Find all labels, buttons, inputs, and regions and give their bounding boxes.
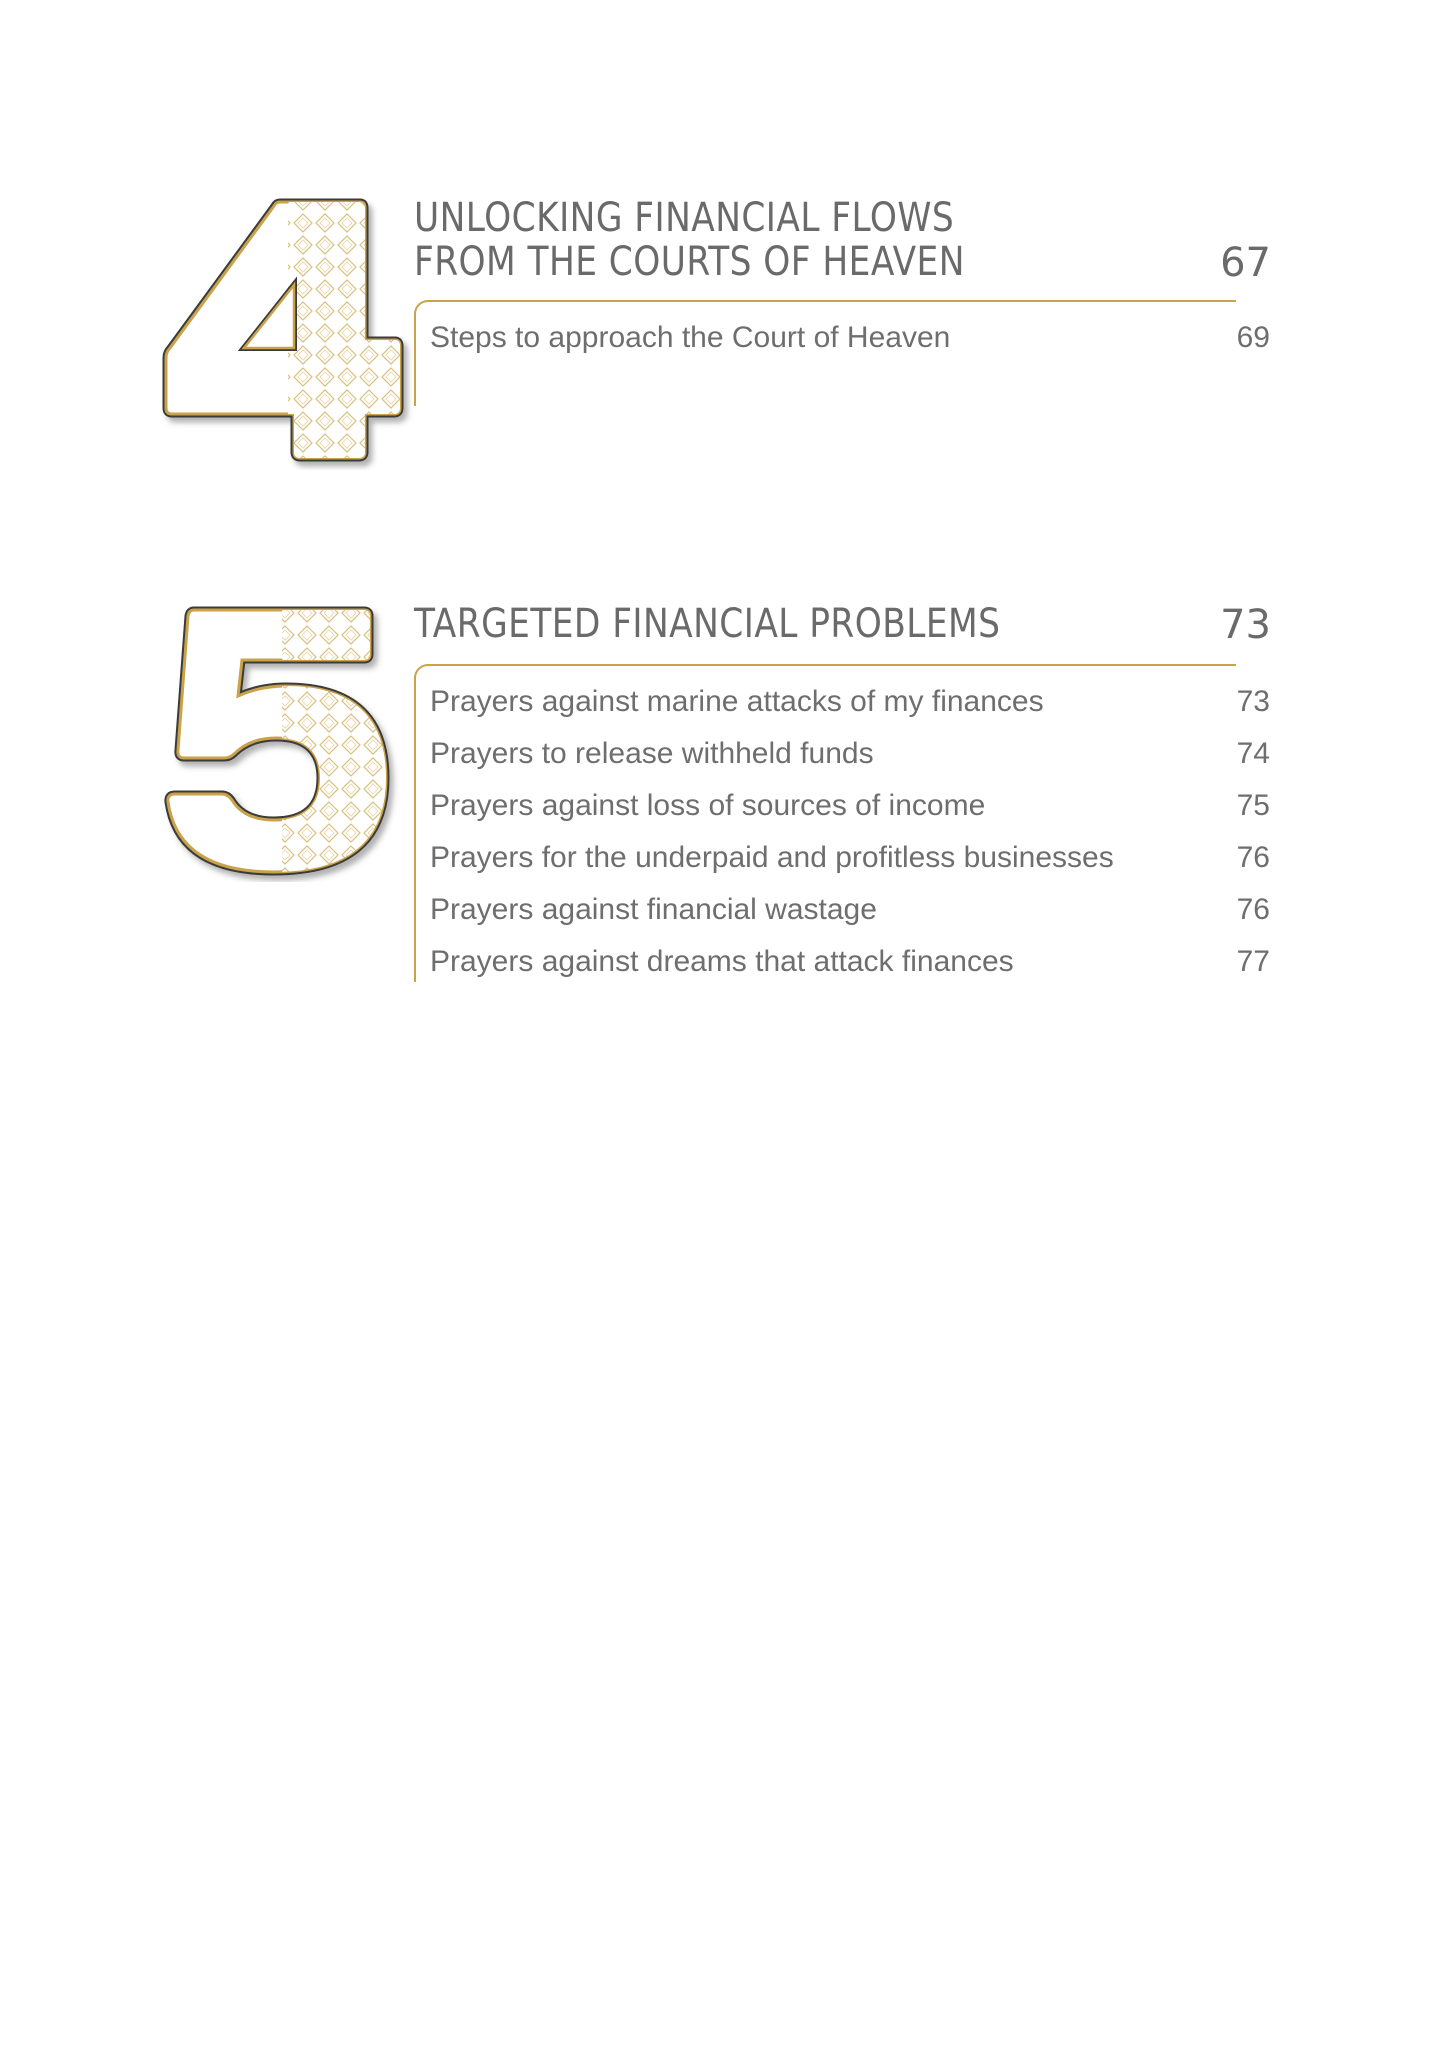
toc-entry-page: 76 [1236, 841, 1270, 874]
chapter-title-line: UNLOCKING FINANCIAL FLOWS [414, 195, 955, 241]
toc-entry[interactable] [430, 728, 1270, 780]
chapter-page-number: 73 [1220, 602, 1271, 648]
chapter-number-5-icon [164, 602, 404, 882]
toc-entry[interactable] [430, 884, 1270, 936]
entry-list [430, 676, 1270, 988]
toc-entry-label: Prayers to release withheld funds [430, 737, 874, 770]
toc-entry[interactable] [430, 312, 1270, 364]
chapter-title [414, 196, 965, 284]
toc-entry-page: 76 [1236, 893, 1270, 926]
toc-entry-label: Prayers against financial wastage [430, 893, 877, 926]
toc-entry[interactable] [430, 832, 1270, 884]
toc-entry-label: Prayers against dreams that attack finances [430, 945, 1014, 978]
toc-entry-label: Steps to approach the Court of Heaven [430, 321, 951, 354]
toc-entry-label: Prayers against marine attacks of my finances [430, 685, 1044, 718]
toc-entry-label: Prayers for the underpaid and profitless businesses [430, 841, 1114, 874]
toc-entry-page: 75 [1236, 789, 1270, 822]
toc-entry-label: Prayers against loss of sources of income [430, 789, 986, 822]
toc-entry-page: 77 [1236, 945, 1270, 978]
toc-entry-page: 73 [1236, 685, 1270, 718]
entry-list [430, 312, 1270, 364]
chapter-title-line: FROM THE COURTS OF HEAVEN [414, 239, 965, 285]
chapter-number-4-icon [160, 190, 420, 470]
toc-entry-page: 74 [1236, 737, 1270, 770]
toc-entry[interactable] [430, 780, 1270, 832]
toc-entry[interactable] [430, 676, 1270, 728]
chapter-page-number: 67 [1220, 240, 1271, 286]
chapter-title-line: TARGETED FINANCIAL PROBLEMS [414, 601, 1001, 647]
chapter-title [414, 602, 1000, 646]
toc-entry-page: 69 [1236, 321, 1270, 354]
toc-entry[interactable] [430, 936, 1270, 988]
